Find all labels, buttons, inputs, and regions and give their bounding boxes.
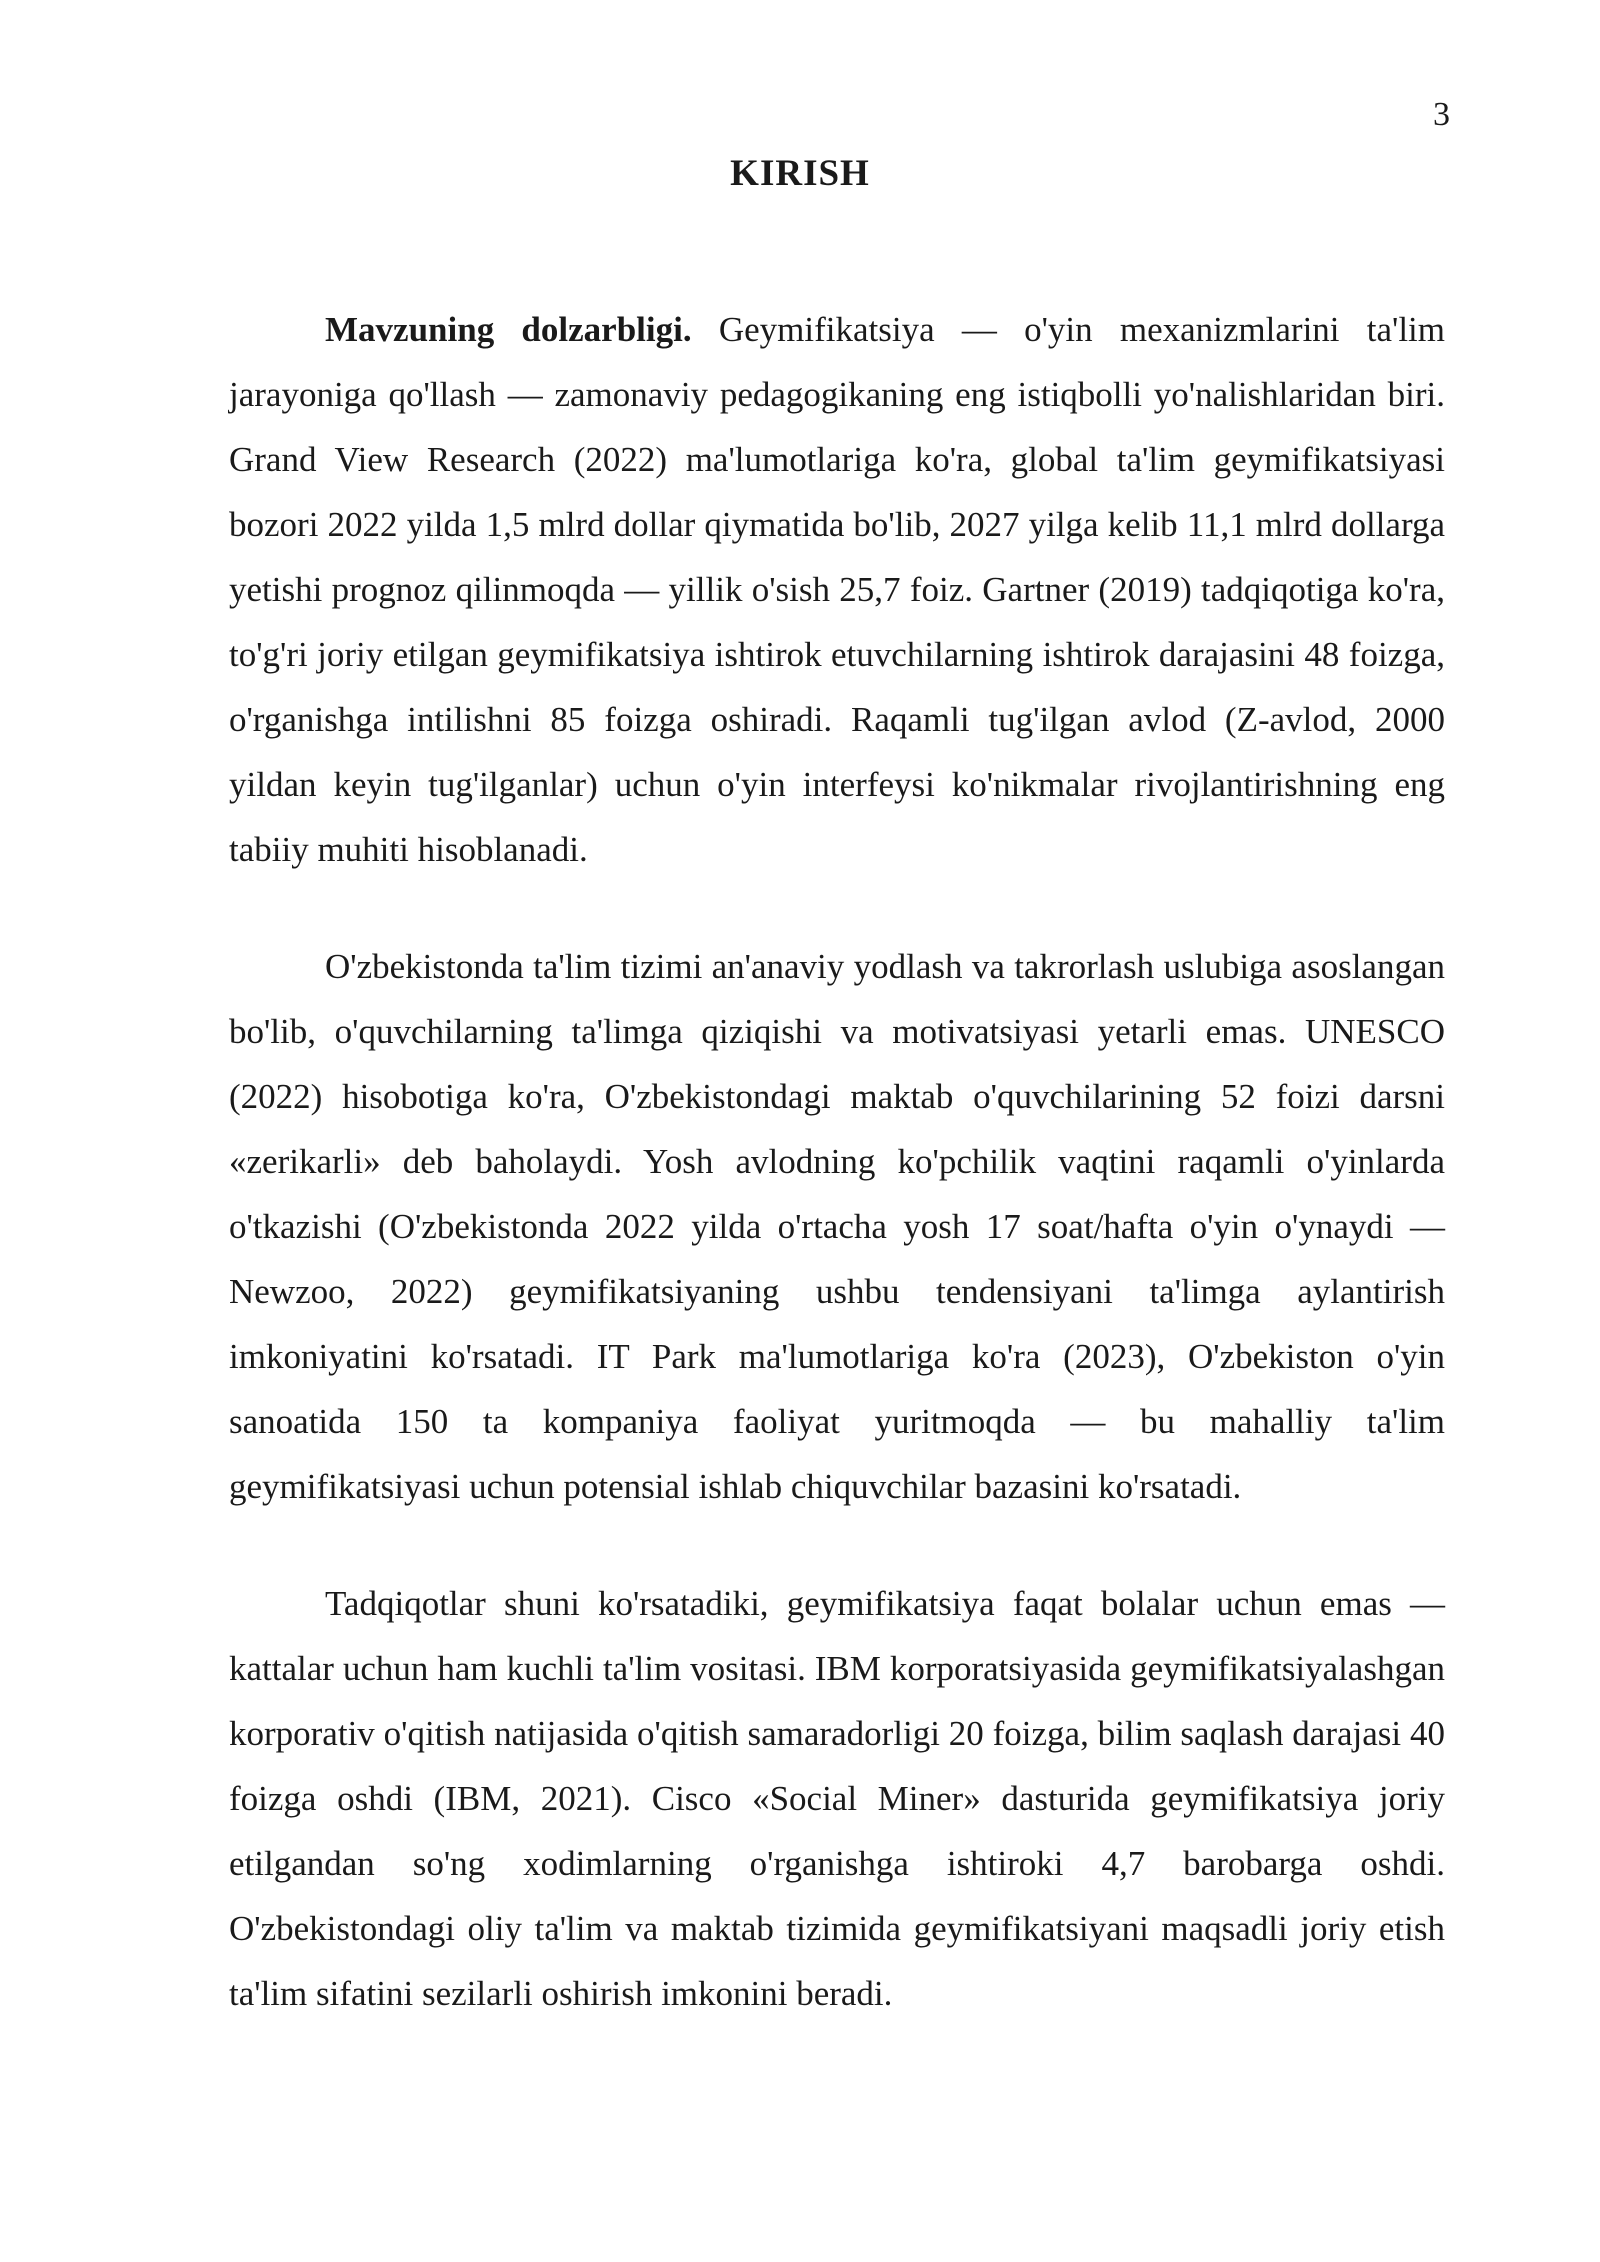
paragraph-text: Tadqiqotlar shuni ko'rsatadiki, geymifikatsiya faqat bolalar uchun emas — kattalar uchun ham kuchli ta'lim vositasi. IBM korporatsiyasida geymifikatsiyalashgan korporativ o'qitish natijasida o'qitish samaradorligi 20 foizga, bilim saqlash darajasi 40 foizga oshdi (IBM, 2021). Cisco «Social Miner» dasturida geymifikatsiya joriy etilgandan so'ng xodimlarning o'rganishga ishtiroki 4,7 barobarga oshdi. O'zbekistondagi oliy ta'lim va maktab tizimida geymifikatsiyani maqsadli joriy etish ta'lim sifatini sezilarli oshirish imkonini beradi. bbox=[229, 1584, 1445, 2013]
paragraph-lead: Mavzuning dolzarbligi. bbox=[325, 310, 692, 349]
paragraph-text: Geymifikatsiya — o'yin mexanizmlarini ta'lim jarayoniga qo'llash — zamonaviy pedagogikaning eng istiqbolli yo'nalishlaridan biri. Grand View Research (2022) ma'lumotlariga ko'ra, global ta'lim geymifikatsiyasi bozori 2022 yilda 1,5 mlrd dollar qiymatida bo'lib, 2027 yilga kelib 11,1 mlrd dollarga yetishi prognoz qilinmoqda — yillik o'sish 25,7 foiz. Gartner (2019) tadqiqotiga ko'ra, to'g'ri joriy etilgan geymifikatsiya ishtirok etuvchilarning ishtirok darajasini 48 foizga, o'rganishga intilishni 85 foizga oshiradi. Raqamli tug'ilgan avlod (Z-avlod, 2000 yildan keyin tug'ilganlar) uchun o'yin interfeysi ko'nikmalar rivojlantirishning eng tabiiy muhiti hisoblanadi. bbox=[229, 310, 1446, 869]
page-number: 3 bbox=[1433, 96, 1450, 133]
body-text bbox=[229, 297, 1445, 2078]
paragraph-relevance bbox=[229, 297, 1445, 882]
paragraph-uzbekistan bbox=[229, 934, 1445, 1519]
paragraph-research bbox=[229, 1571, 1445, 2026]
chapter-title: KIRISH bbox=[730, 153, 870, 194]
paragraph-text: O'zbekistonda ta'lim tizimi an'anaviy yodlash va takrorlash uslubiga asoslangan bo'lib, o'quvchilarning ta'limga qiziqishi va motivatsiyasi yetarli emas. UNESCO (2022) hisobotiga ko'ra, O'zbekistondagi maktab o'quvchilarining 52 foizi darsni «zerikarli» deb baholaydi. Yosh avlodning ko'pchilik vaqtini raqamli o'yinlarda o'tkazishi (O'zbekistonda 2022 yilda o'rtacha yosh 17 soat/hafta o'yin o'ynaydi — Newzoo, 2022) geymifikatsiyaning ushbu tendensiyani ta'limga aylantirish imkoniyatini ko'rsatadi. IT Park ma'lumotlariga ko'ra (2023), O'zbekiston o'yin sanoatida 150 ta kompaniya faoliyat yuritmoqda — bu mahalliy ta'lim geymifikatsiyasi uchun potensial ishlab chiquvchilar bazasini ko'rsatadi. bbox=[229, 947, 1445, 1506]
